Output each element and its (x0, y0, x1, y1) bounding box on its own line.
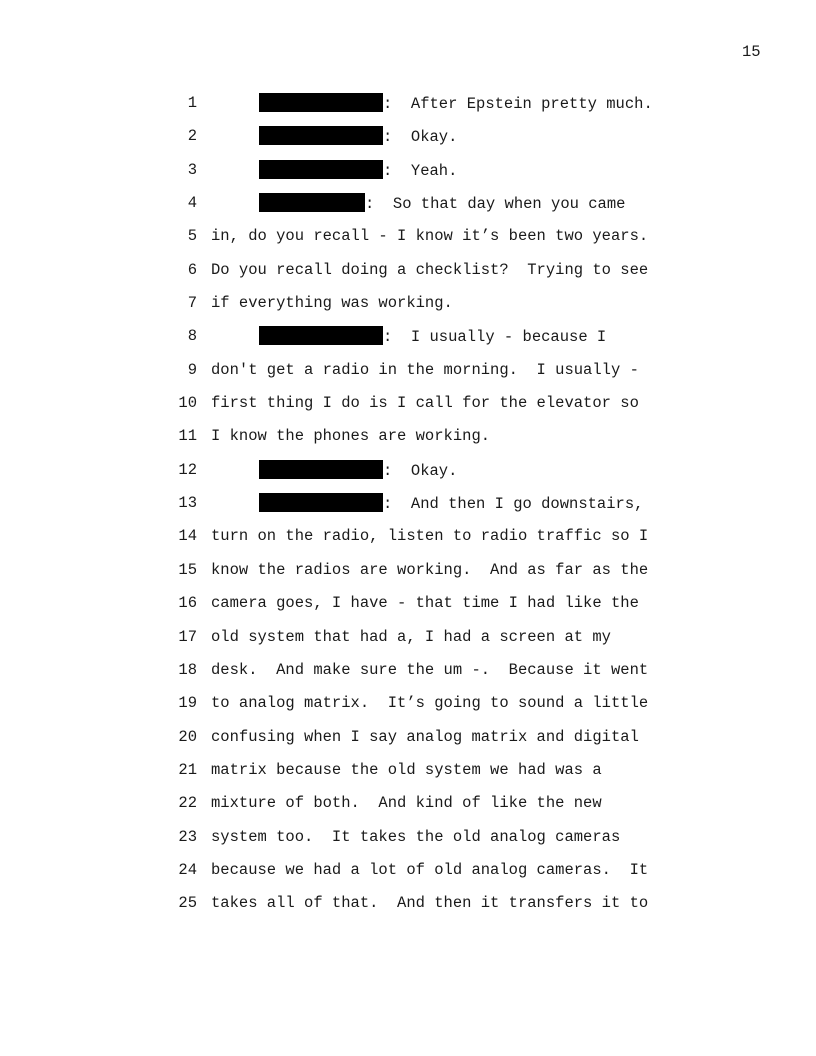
transcript-line (0, 360, 816, 393)
line-content: old system that had a, I had a screen at my (211, 627, 611, 646)
transcript-line (0, 827, 816, 860)
transcript-line (0, 660, 816, 693)
line-content: : Yeah. (383, 161, 458, 180)
line-content: mixture of both. And kind of like the new (211, 794, 602, 813)
line-number: 5 (187, 227, 197, 246)
line-content: if everything was working. (211, 294, 453, 313)
redaction-bar (259, 160, 383, 179)
line-content: first thing I do is I call for the elevator so (211, 394, 639, 413)
line-number: 17 (178, 627, 197, 646)
line-content: turn on the radio, listen to radio traffic so I (211, 527, 649, 546)
transcript-line (0, 860, 816, 893)
transcript-line (0, 493, 816, 526)
line-content: desk. And make sure the um -. Because it went (211, 660, 649, 679)
transcript-line (0, 226, 816, 259)
line-content: Do you recall doing a checklist? Trying to see (211, 260, 649, 279)
line-number: 11 (178, 427, 197, 446)
transcript-line (0, 627, 816, 660)
line-content: know the radios are working. And as far as the (211, 560, 649, 579)
transcript-line (0, 526, 816, 559)
line-content: system too. It takes the old analog cameras (211, 827, 621, 846)
line-number: 15 (178, 560, 197, 579)
line-content: because we had a lot of old analog cameras. It (211, 860, 649, 879)
line-content: matrix because the old system we had was a (211, 760, 602, 779)
line-text (259, 326, 606, 347)
line-number: 18 (178, 660, 197, 679)
redaction-bar (259, 326, 383, 345)
line-content: : After Epstein pretty much. (383, 95, 653, 113)
line-content: : And then I go downstairs, (383, 495, 644, 514)
line-number: 12 (178, 460, 197, 479)
line-number: 1 (187, 94, 197, 112)
line-number: 2 (187, 127, 197, 146)
line-number: 20 (178, 727, 197, 746)
line-number: 9 (187, 360, 197, 379)
line-number: 24 (178, 860, 197, 879)
line-number: 19 (178, 694, 197, 713)
transcript-line (0, 326, 816, 359)
transcript-line (0, 793, 816, 826)
transcript-line (0, 293, 816, 326)
transcript-line (0, 160, 816, 193)
line-number: 23 (178, 827, 197, 846)
line-number: 10 (178, 394, 197, 413)
line-number: 16 (178, 594, 197, 613)
transcript-line (0, 393, 816, 426)
line-text (259, 493, 643, 514)
transcript-line (0, 260, 816, 293)
redaction-bar (259, 126, 383, 145)
redaction-bar (259, 93, 383, 112)
line-number: 6 (187, 260, 197, 279)
line-number: 25 (178, 894, 197, 913)
redaction-bar (259, 493, 383, 512)
line-content: takes all of that. And then it transfers it to (211, 894, 649, 913)
line-text (259, 160, 457, 181)
line-number: 3 (187, 160, 197, 179)
transcript-line (0, 693, 816, 726)
transcript-line (0, 126, 816, 159)
line-text (259, 93, 653, 114)
redaction-bar (259, 193, 365, 212)
line-content: : So that day when you came (365, 195, 626, 214)
line-text (259, 126, 457, 147)
transcript-line (0, 560, 816, 593)
line-content: : Okay. (383, 461, 458, 480)
line-number: 13 (178, 494, 197, 513)
transcript-line (0, 893, 816, 926)
transcript-line (0, 193, 816, 226)
line-content: to analog matrix. It’s going to sound a little (211, 694, 649, 713)
line-number: 22 (178, 794, 197, 813)
transcript-line (0, 460, 816, 493)
line-content: confusing when I say analog matrix and digital (211, 727, 639, 746)
transcript-line (0, 426, 816, 459)
transcript-line (0, 760, 816, 793)
redaction-bar (259, 460, 383, 479)
page-number: 15 (742, 43, 761, 61)
transcript-line (0, 93, 816, 126)
line-number: 21 (178, 760, 197, 779)
line-content: : Okay. (383, 128, 458, 147)
line-text (259, 193, 625, 214)
line-content: don't get a radio in the morning. I usually - (211, 360, 639, 379)
line-content: I know the phones are working. (211, 427, 491, 446)
line-content: in, do you recall - I know it’s been two years. (211, 227, 649, 246)
line-number: 7 (187, 294, 197, 313)
line-number: 4 (187, 194, 197, 213)
transcript-line (0, 727, 816, 760)
transcript-line (0, 593, 816, 626)
line-text (259, 460, 457, 481)
line-content: : I usually - because I (383, 328, 607, 347)
transcript-body (0, 93, 816, 927)
line-number: 14 (178, 527, 197, 546)
line-content: camera goes, I have - that time I had like the (211, 594, 639, 613)
line-number: 8 (187, 327, 197, 346)
